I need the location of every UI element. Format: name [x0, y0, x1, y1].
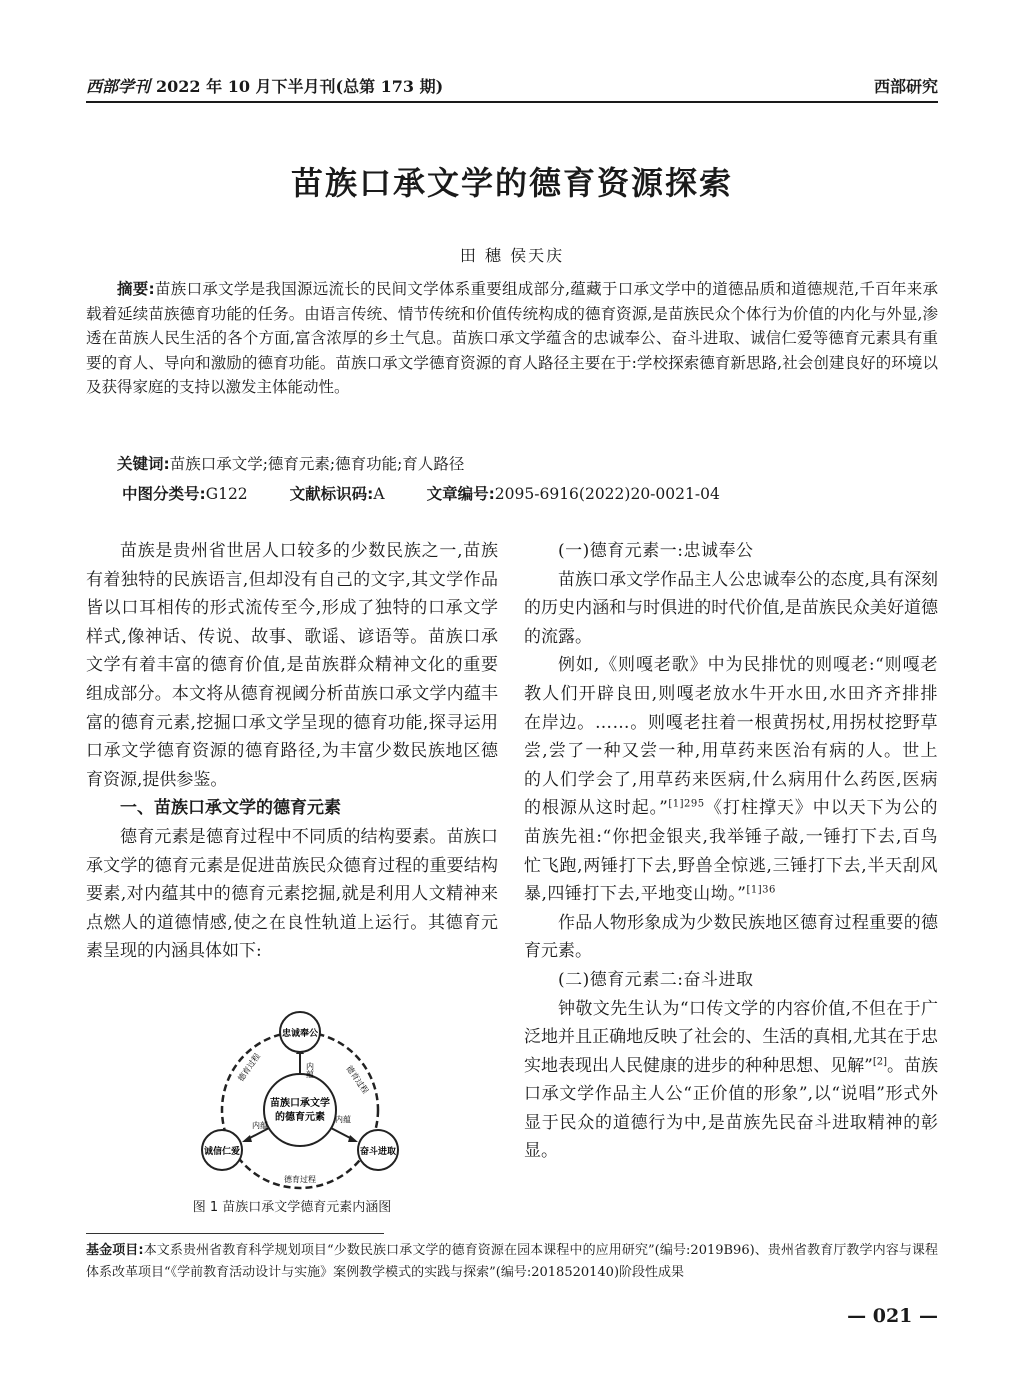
center-circle — [264, 1074, 336, 1146]
section-name: 西部研究 — [873, 77, 938, 96]
arrow-left — [242, 1135, 252, 1142]
journal-issue — [86, 74, 443, 97]
subsection-1-paragraph-3: 作品人物形象成为少数民族地区德育过程重要的德育元素。 — [524, 912, 938, 962]
citation-2: [1]36 — [746, 884, 776, 896]
para-part-2: 。苗族口承文学作品主人公“正价值的形象”,以“说唱”形式外显于民众的道德行为中,是苗族先民奋斗进取精神的彰显。 — [524, 1055, 939, 1162]
journal-logo: 西部学刊 — [86, 77, 151, 96]
center-label-line2: 的德育元素 — [275, 1112, 325, 1123]
keywords — [86, 452, 938, 476]
clc-value: G122 — [205, 485, 248, 503]
funding-note — [86, 1240, 938, 1284]
left-column — [86, 537, 498, 966]
running-header — [86, 72, 938, 100]
node-top-label: 忠诚奉公 — [281, 1029, 319, 1039]
intro-paragraph: 苗族是贵州省世居人口较多的少数民族之一,苗族有着独特的民族语言,但却没有自己的文字,其文学作品皆以口耳相传的形式流传至今,形成了独特的口承文学样式,像神话、传说、故事、歌谣、谚语等。苗族口承文学有着丰富的德育价值,是苗族群众精神文化的重要组成部分。本文将从德育视阈分析苗族口承文学内蕴丰富的德育元素,挖掘口承文学呈现的德育功能,探寻运用口承文学德育资源的德育路径,为丰富少数民族地区德育资源,提供参鉴。 — [86, 541, 498, 790]
figure-1-svg — [150, 1010, 450, 1192]
clc-label: 中图分类号: — [122, 485, 206, 503]
figure-1-diagram — [150, 1010, 450, 1192]
abstract-text: 苗族口承文学是我国源远流长的民间文学体系重要组成部分,蕴藏于口承文学中的道德品质和道德规范,千百年来承载着延续苗族德育功能的任务。由语言传统、情节传统和价值传统构成的德育资源,是苗族民众个体行为价值的内化与外显,渗透在苗族人民生活的各个方面,富含浓厚的乡土气息。苗族口承文学蕴含的忠诚奉公、奋斗进取、诚信仁爱等德育元素具有重要的育人、导向和激励的德育功能。苗族口承文学德育资源的育人路径主要在于:学校探索德育新思路,社会创建良好的环境以及获得家庭的支持以激发主体能动性。 — [86, 280, 939, 396]
arc-bottom-label: 德育过程 — [284, 1175, 316, 1184]
quote-part-1: 例如,《则嘎老歌》中为民排忧的则嘎老:“则嘎老教人们开辟良田,则嘎老放水牛开水田,水田齐齐排排在岸边。……。则嘎老拄着一根黄拐杖,用拐杖挖野草尝,尝了一种又尝一种,用草药来医治有病的人。世上的人们学会了,用草药来医病,什么病用什么药医,医病的根源从这时起。” — [524, 655, 938, 819]
issue-info: 2022 年 10 月下半月刊(总第 173 期) — [156, 77, 444, 96]
article-title: 苗族口承文学的德育资源探索 — [290, 164, 733, 202]
abstract-label: 摘要: — [117, 280, 155, 298]
arc-left-label: 德育过程 — [236, 1051, 262, 1084]
citation-1: [1]295 — [668, 798, 705, 810]
page-number: — 021 — — [847, 1305, 938, 1327]
keywords-text: 苗族口承文学;德育元素;德育功能;育人路径 — [169, 455, 465, 473]
arrow-right — [348, 1135, 358, 1142]
para-part-1: 钟敬文先生认为“口传文学的内容价值,不但在于广泛地并且正确地反映了社会的、生活的真相,尤其在于忠实地表现出人民健康的进步的种种思想、见解” — [524, 998, 938, 1076]
node-left-label: 诚信仁爱 — [203, 1147, 241, 1157]
spoke-top-label: 内蕴 — [305, 1062, 315, 1078]
article-no-label: 文章编号: — [426, 485, 495, 503]
subsection-heading-1: (一)德育元素一:忠诚奉公 — [558, 541, 754, 561]
right-column — [524, 537, 938, 1166]
doc-code-value: A — [373, 485, 385, 503]
citation-3: [2] — [872, 1056, 887, 1068]
arc-right-label: 德育过程 — [344, 1063, 371, 1096]
section-1-paragraph: 德育元素是德育过程中不同质的结构要素。苗族口承文学的德育元素是促进苗族民众德育过程的重要结构要素,对内蕴其中的德育元素挖掘,就是利用人文精神来点燃人的道德情感,使之在良性轨道上运行。其德育元素呈现的内涵具体如下: — [86, 826, 498, 962]
article-no-value: 2095-6916(2022)20-0021-04 — [494, 485, 720, 503]
spoke-left-label: 内蕴 — [252, 1121, 268, 1130]
subsection-1-quote — [524, 651, 938, 908]
header-rule — [86, 101, 938, 103]
figure-caption: 图 1 苗族口承文学德育元素内涵图 — [192, 1200, 392, 1215]
quote-part-2: 《打柱撑天》中以天下为公的苗族先祖:“你把金银夹,我举锤子敲,一锤打下去,百鸟忙飞跑,两锤打下去,野兽全惊逃,三锤打下去,半天刮风暴,四锤打下去,平地变山坳。” — [524, 798, 938, 905]
node-right-label: 奋斗进取 — [359, 1147, 397, 1157]
section-heading-1: 一、苗族口承文学的德育元素 — [120, 798, 341, 819]
funding-label: 基金项目: — [86, 1243, 144, 1258]
funding-text: 本文系贵州省教育科学规划项目“少数民族口承文学的德育资源在园本课程中的应用研究”(编号:2019B96)、贵州省教育厅教学内容与课程体系改革项目“《学前教育活动设计与实施》案例教学模式的实践与探索”(编号:2018520140)阶段性成果 — [86, 1243, 939, 1280]
abstract — [86, 277, 938, 400]
footnote-rule — [86, 1233, 384, 1234]
subsection-1-paragraph-1: 苗族口承文学作品主人公忠诚奉公的态度,具有深刻的历史内涵和与时俱进的时代价值,是苗族民众美好道德的流露。 — [524, 569, 938, 647]
spoke-right-label: 内蕴 — [335, 1115, 351, 1124]
doc-code-label: 文献标识码: — [289, 485, 374, 503]
classification-line — [86, 482, 938, 506]
center-label-line1: 苗族口承文学 — [270, 1098, 330, 1109]
subsection-heading-2: (二)德育元素二:奋斗进取 — [558, 969, 754, 990]
article-authors: 田 穗 侯天庆 — [459, 246, 565, 265]
keywords-label: 关键词: — [117, 455, 170, 473]
subsection-2-paragraph — [524, 995, 938, 1167]
